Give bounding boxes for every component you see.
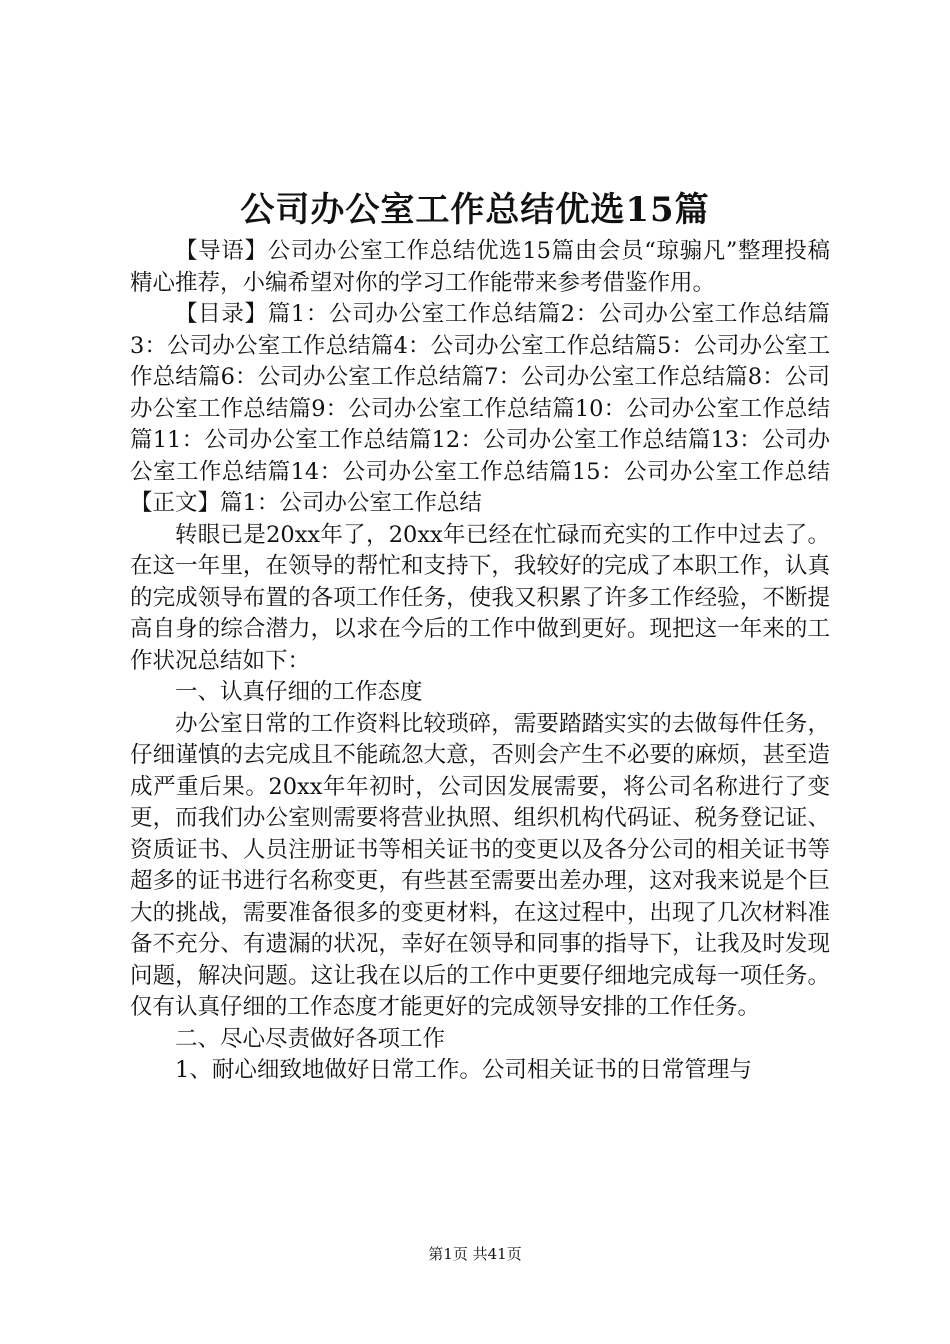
document-body	[130, 236, 830, 1087]
body-paragraph: 转眼已是20xx年了，20xx年已经在忙碌而充实的工作中过去了。在这一年里，在领导的帮忙和支持下，我较好的完成了本职工作，认真的完成领导布置的各项工作任务，使我又积累了许多工作经验，不断提高自身的综合潜力，以求在今后的工作中做到更好。现把这一年来的工作状况总结如下：	[130, 521, 830, 674]
body-paragraph: 1、耐心细致地做好日常工作。公司相关证书的日常管理与	[175, 1057, 752, 1083]
toc-paragraph: 【目录】篇1：公司办公室工作总结篇2：公司办公室工作总结篇3：公司办公室工作总结篇4：公司办公室工作总结篇5：公司办公室工作总结篇6：公司办公室工作总结篇7：公司办公室工作总结篇8：公司办公室工作总结篇9：公司办公室工作总结篇10：公司办公室工作总结篇11：公司办公室工作总结篇12：公司办公室工作总结篇13：公司办公室工作总结篇14：公司办公室工作总结篇15：公司办公室工作总结【正文】篇1：公司办公室工作总结	[130, 301, 830, 516]
document-title: 公司办公室工作总结优选15篇	[240, 190, 710, 230]
body-paragraph: 办公室日常的工作资料比较琐碎，需要踏踏实实的去做每件任务，仔细谨慎的去完成且不能疏忽大意，否则会产生不必要的麻烦，甚至造成严重后果。20xx年年初时，公司因发展需要，将公司名称进行了变更，而我们办公室则需要将营业执照、组织机构代码证、税务登记证、资质证书、人员注册证书等相关证书的变更以及各分公司的相关证书等超多的证书进行名称变更，有些甚至需要出差办理，这对我来说是个巨大的挑战，需要准备很多的变更材料，在这过程中，出现了几次材料准备不充分、有遗漏的状况，幸好在领导和同事的指导下，让我及时发现问题，解决问题。这让我在以后的工作中更要仔细地完成每一项任务。仅有认真仔细的工作态度才能更好的完成领导安排的工作任务。	[130, 710, 830, 1020]
page-footer: 第1页 共41页	[428, 1245, 522, 1263]
section-heading: 一、认真仔细的工作态度	[175, 679, 423, 705]
intro-paragraph: 【导语】公司办公室工作总结优选15篇由会员“琼骟凡”整理投稿精心推荐，小编希望对你的学习工作能带来参考借鉴作用。	[130, 238, 830, 296]
section-heading: 二、尽心尽责做好各项工作	[175, 1025, 446, 1052]
